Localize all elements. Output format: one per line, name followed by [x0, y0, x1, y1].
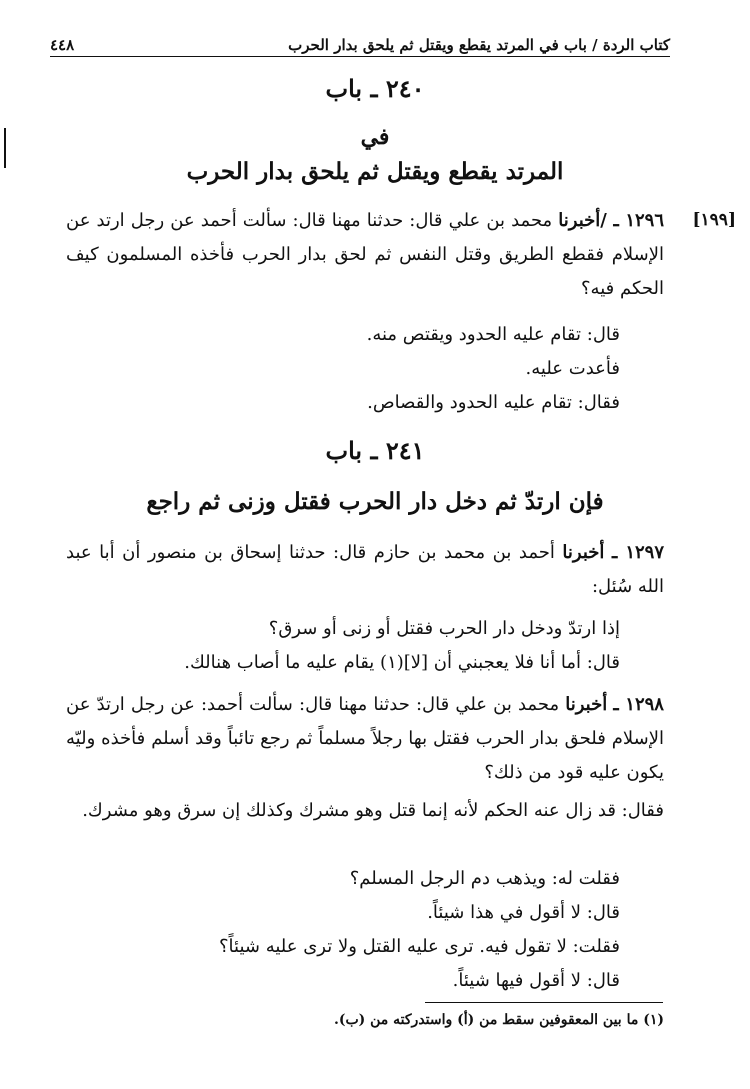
header-rule — [50, 56, 670, 57]
hadith-text: محمد بن علي قال: حدثنا مهنا قال: سألت أحمد عن رجل ارتد عن الإسلام فقطع الطريق وقتل النفس ثم لحق بدار الحرب فأخذه المسلمون كيف الحكم فيه؟ — [66, 210, 664, 299]
dialogue-line: قال: تقام عليه الحدود ويقتص منه. — [366, 324, 620, 345]
footnote-rule — [425, 1002, 663, 1003]
page-number: ٤٤٨ — [50, 36, 75, 54]
chapter-241-number: ٢٤١ ـ باب — [325, 436, 425, 465]
hadith-number: ١٢٩٧ ـ — [611, 542, 664, 563]
chapter-240-number: ٢٤٠ ـ باب — [325, 74, 425, 103]
akhbarana: أخبرنا — [562, 542, 605, 563]
akhbarana: أخبرنا — [565, 694, 608, 715]
hadith-1296 — [66, 204, 664, 306]
dialogue-line: فأعدت عليه. — [525, 358, 620, 379]
running-head-book: كتاب الردة / — [592, 36, 670, 54]
akhbarana: أخبرنا — [558, 210, 601, 231]
dialogue-line: قال: لا أقول فيها شيئاً. — [452, 970, 620, 991]
chapter-240-title: المرتد يقطع ويقتل ثم يلحق بدار الحرب — [186, 158, 564, 185]
running-head-chapter: باب في المرتد يقطع ويقتل ثم يلحق بدار الحرب — [288, 36, 587, 54]
dialogue-line: إذا ارتدّ ودخل دار الحرب فقتل أو زنى أو سرق؟ — [268, 618, 620, 639]
hadith-number: ١٢٩٦ ـ / — [600, 210, 664, 231]
hadith-number: ١٢٩٨ ـ — [613, 694, 664, 715]
hadith-text: محمد بن علي قال: حدثنا مهنا قال: سألت أحمد: عن رجل ارتدّ عن الإسلام فلحق بدار الحرب فقتل بها رجلاً مسلماً ثم رجع تائباً وقد أسلم فأخذه وليّه يكون عليه قود من ذلك؟ — [66, 694, 664, 783]
chapter-240-prep: في — [360, 124, 390, 150]
dialogue-line: فقلت له: ويذهب دم الرجل المسلم؟ — [349, 868, 620, 889]
dialogue-line: قال: لا أقول في هذا شيئاً. — [427, 902, 620, 923]
running-head — [50, 28, 670, 54]
chapter-241-title: فإن ارتدّ ثم دخل دار الحرب فقتل وزنى ثم راجع — [146, 488, 604, 515]
dialogue-line: فقلت: لا تقول فيه. ترى عليه القتل ولا ترى عليه شيئاً؟ — [218, 936, 620, 957]
hadith-1297 — [66, 536, 664, 604]
dialogue-line: قال: أما أنا فلا يعجبني أن [لا](١) يقام عليه ما أصاب هنالك. — [184, 652, 620, 673]
footnote: (١) ما بين المعقوفين سقط من (أ) واستدركته من (ب). — [333, 1012, 664, 1028]
hadith-1298 — [66, 688, 664, 790]
hadith-1298-answer: فقال: قد زال عنه الحكم لأنه إنما قتل وهو مشرك وكذلك إن سرق وهو مشرك. — [82, 800, 664, 821]
manuscript-folio-number: [١٩٩] — [692, 210, 736, 230]
dialogue-line: فقال: تقام عليه الحدود والقصاص. — [367, 392, 620, 413]
hadith-text: أحمد بن محمد بن حازم قال: حدثنا إسحاق بن منصور أن أبا عبد الله سُئل: — [66, 542, 664, 597]
running-head-title — [288, 36, 670, 54]
